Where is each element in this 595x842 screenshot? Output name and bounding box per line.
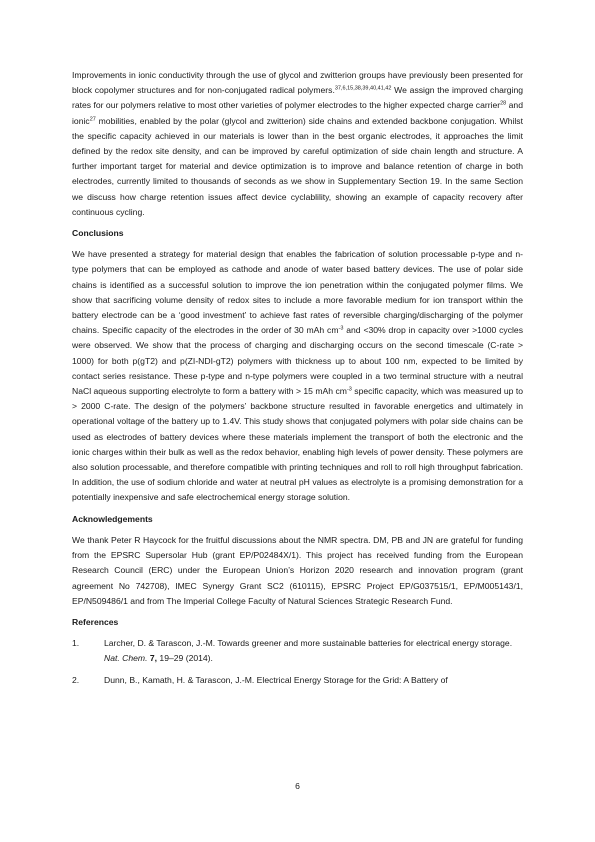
references-heading: References bbox=[72, 616, 119, 627]
text-run: specific capacity, which was measured up to > 2000 C-rate. The design of the polymers’ backbone structure resulted in favorable energetics and ultimately in operational voltage of the battery up to 1.4V. This study shows that conjugated polymers with polar side chains can be used as electrodes of battery devices where these materials implement the transport of both the electronic and the ionic charges within their bulk as well as the redox behavior, enabling high levels of power density. These polymers are also solution processable, and therefore compatible with printing techniques and roll to roll high throughput fabrication. In addition, the use of sodium chloride and water at neutral pH values as electrolyte is a promising demonstration for a potentially inexpensive and safe electrochemical energy storage solution. bbox=[72, 386, 523, 503]
journal-name: Nat. Chem. bbox=[104, 653, 148, 664]
conclusions-paragraph bbox=[72, 247, 523, 505]
text-run: and <30% drop in capacity over >1000 cycles were observed. We show that the process of charging and discharging occurs on the second timescale (C-rate > 1000) for both p(gT2) and p(ZI-NDI-gT2) polymers with thickness up to about 100 nm, expected to be limited by contact series resistance. These p-type and n-type polymers were coupled in a two terminal structure with a neutral NaCl aqueous supporting electrolyte to form a battery with > 15 mAh cm bbox=[72, 325, 523, 397]
unit-superscript: -3 bbox=[346, 386, 352, 393]
reference-number: 2. bbox=[72, 674, 80, 685]
reference-text: Dunn, B., Kamath, H. & Tarascon, J.-M. Electrical Energy Storage for the Grid: A Battery of bbox=[104, 674, 448, 685]
discussion-paragraph bbox=[72, 68, 523, 220]
text-run: We assign the improved charging rates for our polymers relative to most other varieties of polymer electrodes to the higher expected charge carrier bbox=[72, 85, 523, 111]
acknowledgements-heading: Acknowledgements bbox=[72, 513, 153, 524]
reference-item bbox=[72, 673, 523, 688]
unit-superscript: -3 bbox=[338, 325, 344, 332]
text-run: mobilities, enabled by the polar (glycol and zwitterion) side chains and extended backbone conjugation. Whilst the specific capacity achieved in our materials is lower than in the best organic electrodes, it approaches the limit defined by the redox site density, and can be improved by careful optimization of side chain length and structure. A further important target for material and device optimization is to improve and balance retention of charge in both electrodes, currently limited to thousands of seconds as we show in Supplementary Section 19. In the same Section we discuss how charge retention issues affect device cyclablility, showing an example of capacity recovery after continuous cycling. bbox=[72, 115, 523, 217]
reference-item bbox=[72, 636, 523, 666]
page-number: 6 bbox=[295, 781, 300, 791]
journal-volume: 7, bbox=[147, 653, 158, 664]
conclusions-heading: Conclusions bbox=[72, 228, 124, 239]
text-run: Improvements in ionic conductivity through the use of glycol and zwitterion groups have previously been presented for block copolymer structures and for non-conjugated radical polymers. bbox=[72, 70, 523, 96]
text-run: We have presented a strategy for material design that enables the fabrication of solution processable p-type and n-type polymers that can be employed as cathode and anode of water based battery devices. The use of polar side chains is identified as a successful solution to improve the ion penetration within the conjugated polymer films. We show that sacrificing volume density of redox sites to include a more favorable medium for ion transport within the battery electrode can be a ‘good investment’ to achieve fast rates of reversible charging/discharging of the polymer chains. Specific capacity of the electrodes in the order of 30 mAh cm bbox=[72, 249, 523, 336]
citation-superscript: 28 bbox=[500, 100, 507, 107]
citation-superscript: 27 bbox=[89, 116, 96, 123]
citation-superscript: 37,6,15,38,39,40,41,42 bbox=[334, 85, 392, 92]
reference-text: Larcher, D. & Tarascon, J.-M. Towards greener and more sustainable batteries for electrical energy storage. Nat. Chem. 7, 19–29 (2014). bbox=[104, 638, 513, 664]
acknowledgements-paragraph: We thank Peter R Haycock for the fruitful discussions about the NMR spectra. DM, PB and JN are grateful for funding from the EPSRC Supersolar Hub (grant EP/P02484X/1). This project has received funding from the European Research Council (ERC) under the European Union’s Horizon 2020 research and innovation program (grant agreement No 742708), IMEC Synergy Grant SC2 (610115), EPSRC Project EP/G037515/1, EP/M005143/1, EP/N509486/1 and from The Imperial College Faculty of Natural Sciences Strategic Research Fund. bbox=[72, 534, 523, 606]
text-run: and ionic bbox=[72, 100, 523, 126]
reference-number: 1. bbox=[72, 638, 80, 649]
page-content bbox=[72, 68, 523, 688]
